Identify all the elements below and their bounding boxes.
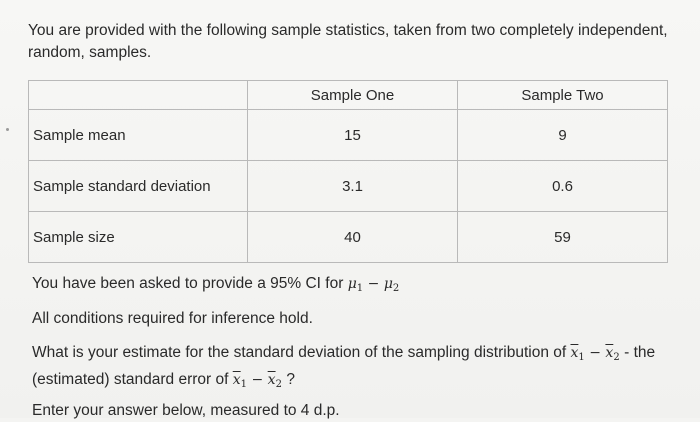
sample-two-value: 9 bbox=[458, 110, 668, 161]
ci-text: You have been asked to provide a 95% CI for bbox=[32, 275, 344, 292]
sample-two-value: 0.6 bbox=[458, 161, 668, 212]
table-row bbox=[29, 161, 668, 212]
sample-one-value: 3.1 bbox=[248, 161, 458, 212]
table-header-row bbox=[29, 81, 668, 110]
row-label: Sample mean bbox=[29, 110, 248, 161]
sample-statistics-table bbox=[28, 80, 668, 263]
table-row bbox=[29, 212, 668, 263]
intro-text: You are provided with the following sample statistics, taken from two completely independent, random, samples. bbox=[28, 22, 668, 61]
answer-prompt: Enter your answer below, measured to 4 d.p. bbox=[32, 402, 340, 419]
standard-error-question: What is your estimate for the standard deviation of the sampling distribution of $\overline{x}_1 - \overline{x}_2$ - the (estimated) standard error of $\overline{x}_1 - \overline{x}_2$ ? bbox=[32, 344, 656, 390]
sample-two-value: 59 bbox=[458, 212, 668, 263]
header-sample-one: Sample One bbox=[248, 81, 458, 110]
ci-question bbox=[32, 273, 399, 300]
header-empty-cell bbox=[29, 81, 248, 110]
row-label: Sample standard deviation bbox=[29, 161, 248, 212]
ci-formula: $\mu_1 - \mu_2$ bbox=[347, 276, 400, 294]
xbar-difference-formula: $\overline{x}_1 - \overline{x}_2$ bbox=[570, 345, 620, 363]
margin-dot bbox=[6, 128, 9, 131]
header-sample-two: Sample Two bbox=[458, 81, 668, 110]
xbar-difference-formula-2: $\overline{x}_1 - \overline{x}_2$ bbox=[232, 372, 282, 390]
sample-one-value: 40 bbox=[248, 212, 458, 263]
conditions-text: All conditions required for inference hold. bbox=[32, 310, 313, 327]
table-row bbox=[29, 110, 668, 161]
sample-one-value: 15 bbox=[248, 110, 458, 161]
row-label: Sample size bbox=[29, 212, 248, 263]
